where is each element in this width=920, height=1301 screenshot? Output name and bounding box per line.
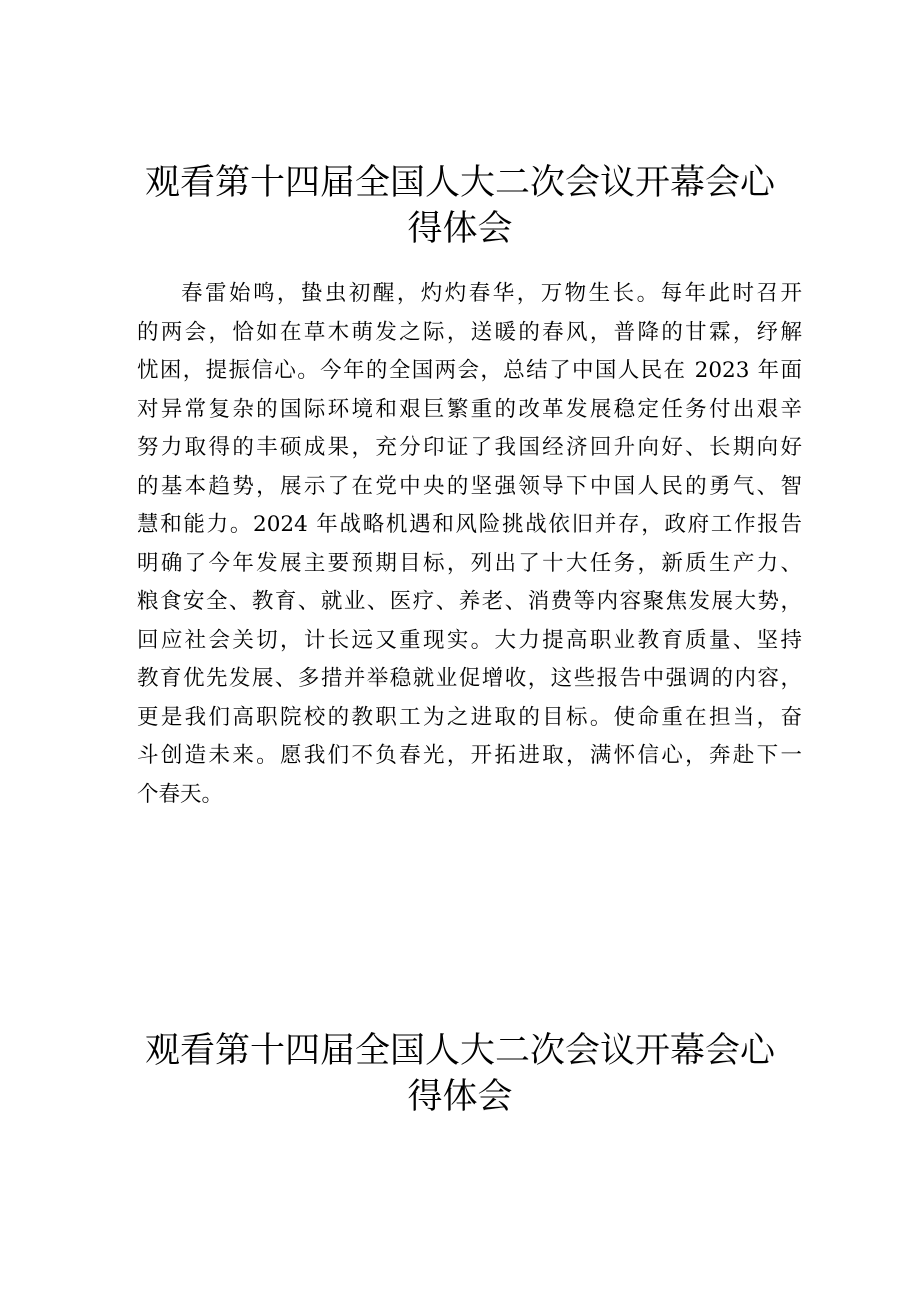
body-line: 的两会，恰如在草木萌发之际，送暖的春风，普降的甘霖，纾解 [137,319,802,345]
article-body [137,275,802,814]
body-line: 明确了今年发展主要预期目标，列出了十大任务，新质生产力、 [137,550,802,576]
second-article-title [110,1028,810,1120]
body-line: 更是我们高职院校的教职工为之进取的目标。使命重在担当，奋 [137,704,802,730]
body-line: 春雷始鸣，蛰虫初醒，灼灼春华，万物生长。每年此时召开 [181,281,802,306]
second-article-title-line-2: 得体会 [407,1077,513,1117]
article-title [110,160,810,252]
body-line: 粮食安全、教育、就业、医疗、养老、消费等内容聚焦发展大势， [137,589,802,614]
body-line: 的基本趋势，展示了在党中央的坚强领导下中国人民的勇气、智 [137,473,802,499]
body-line: 对异常复杂的国际环境和艰巨繁重的改革发展稳定任务付出艰辛 [137,396,802,422]
body-line: 教育优先发展、多措并举稳就业促增收，这些报告中强调的内容， [137,666,802,691]
second-article-title-line-1: 观看第十四届全国人大二次会议开幕会心 [144,1031,775,1071]
body-line: 回应社会关切，计长远又重现实。大力提高职业教育质量、坚持 [137,627,802,653]
body-line: 个春天。 [137,781,224,807]
body-line: 慧和能力。2024 年战略机遇和风险挑战依旧并存，政府工作报告 [137,512,802,537]
body-line: 努力取得的丰硕成果，充分印证了我国经济回升向好、长期向好 [137,435,802,460]
body-line: 斗创造未来。愿我们不负春光，开拓进取，满怀信心，奔赴下一 [137,743,802,768]
body-line: 忧困，提振信心。今年的全国两会，总结了中国人民在 2023 年面 [137,358,802,383]
article-title-line-1: 观看第十四届全国人大二次会议开幕会心 [144,163,775,203]
article-title-line-2: 得体会 [407,209,513,249]
